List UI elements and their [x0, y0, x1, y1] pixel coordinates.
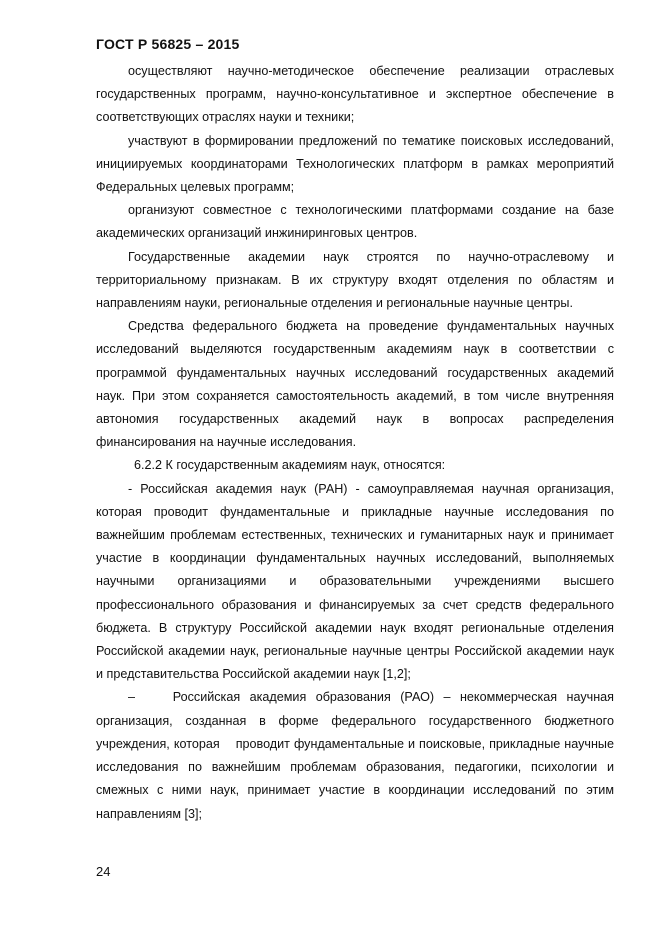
paragraph-rao: – Российская академия образования (РАО) – некоммерческая научная организация, созданная в форме федерального государственного бюджетного учреждения, которая проводит фундаментальные и поисковые, прикладные научные исследования по важнейшим проблемам образования, педагогики, психологии и смежных с ними наук, принимает участие в координации исследований по этим направлениям [3];	[96, 690, 618, 821]
paragraph-4: Государственные академии наук строятся по научно-отраслевому и территориальному признакам. В их структуру входят отделения по областям и направлениям науки, региональные отделения и региональные научные центры.	[96, 249, 614, 311]
page-number: 24	[96, 864, 111, 879]
subsection-heading: 6.2.2 К государственным академиям наук, относятся:	[134, 458, 446, 473]
document-header: ГОСТ Р 56825 – 2015	[96, 36, 240, 52]
paragraph-5: Средства федерального бюджета на проведение фундаментальных научных исследований выделяются государственным академиям наук в соответствии с программой фундаментальных научных исследований государственных академий наук. При этом сохраняется самостоятельность академий, в том числе внутренняя автономия государственных академий наук в вопросах распределения финансирования на научные исследования.	[96, 319, 614, 450]
paragraph-ran: - Российская академия наук (РАН) - самоуправляемая научная организация, которая проводит фундаментальные и прикладные научные исследования по важнейшим проблемам естественных, технических и гуманитарных наук и принимает участие в координации фундаментальных научных исследований, выполняемых научными организациями и образовательными учреждениями высшего профессионального образования и финансируемых за счет средств федерального бюджета. В структуру Российской академии наук входят региональные отделения Российской академии наук, региональные научные центры Российской академии наук и представительства Российской академии наук [1,2];	[96, 481, 614, 682]
paragraph-2: участвуют в формировании предложений по тематике поисковых исследований, инициируемых координаторами Технологических платформ в рамках мероприятий Федеральных целевых программ;	[96, 133, 614, 195]
paragraph-3: организуют совместное с технологическими платформами создание на базе академических организаций инжиниринговых центров.	[96, 203, 614, 241]
paragraph-1: осуществляют научно-методическое обеспечение реализации отраслевых государственных программ, научно-консультативное и экспертное обеспечение в соответствующих отраслях науки и техники;	[96, 64, 614, 125]
document-body	[96, 60, 618, 826]
